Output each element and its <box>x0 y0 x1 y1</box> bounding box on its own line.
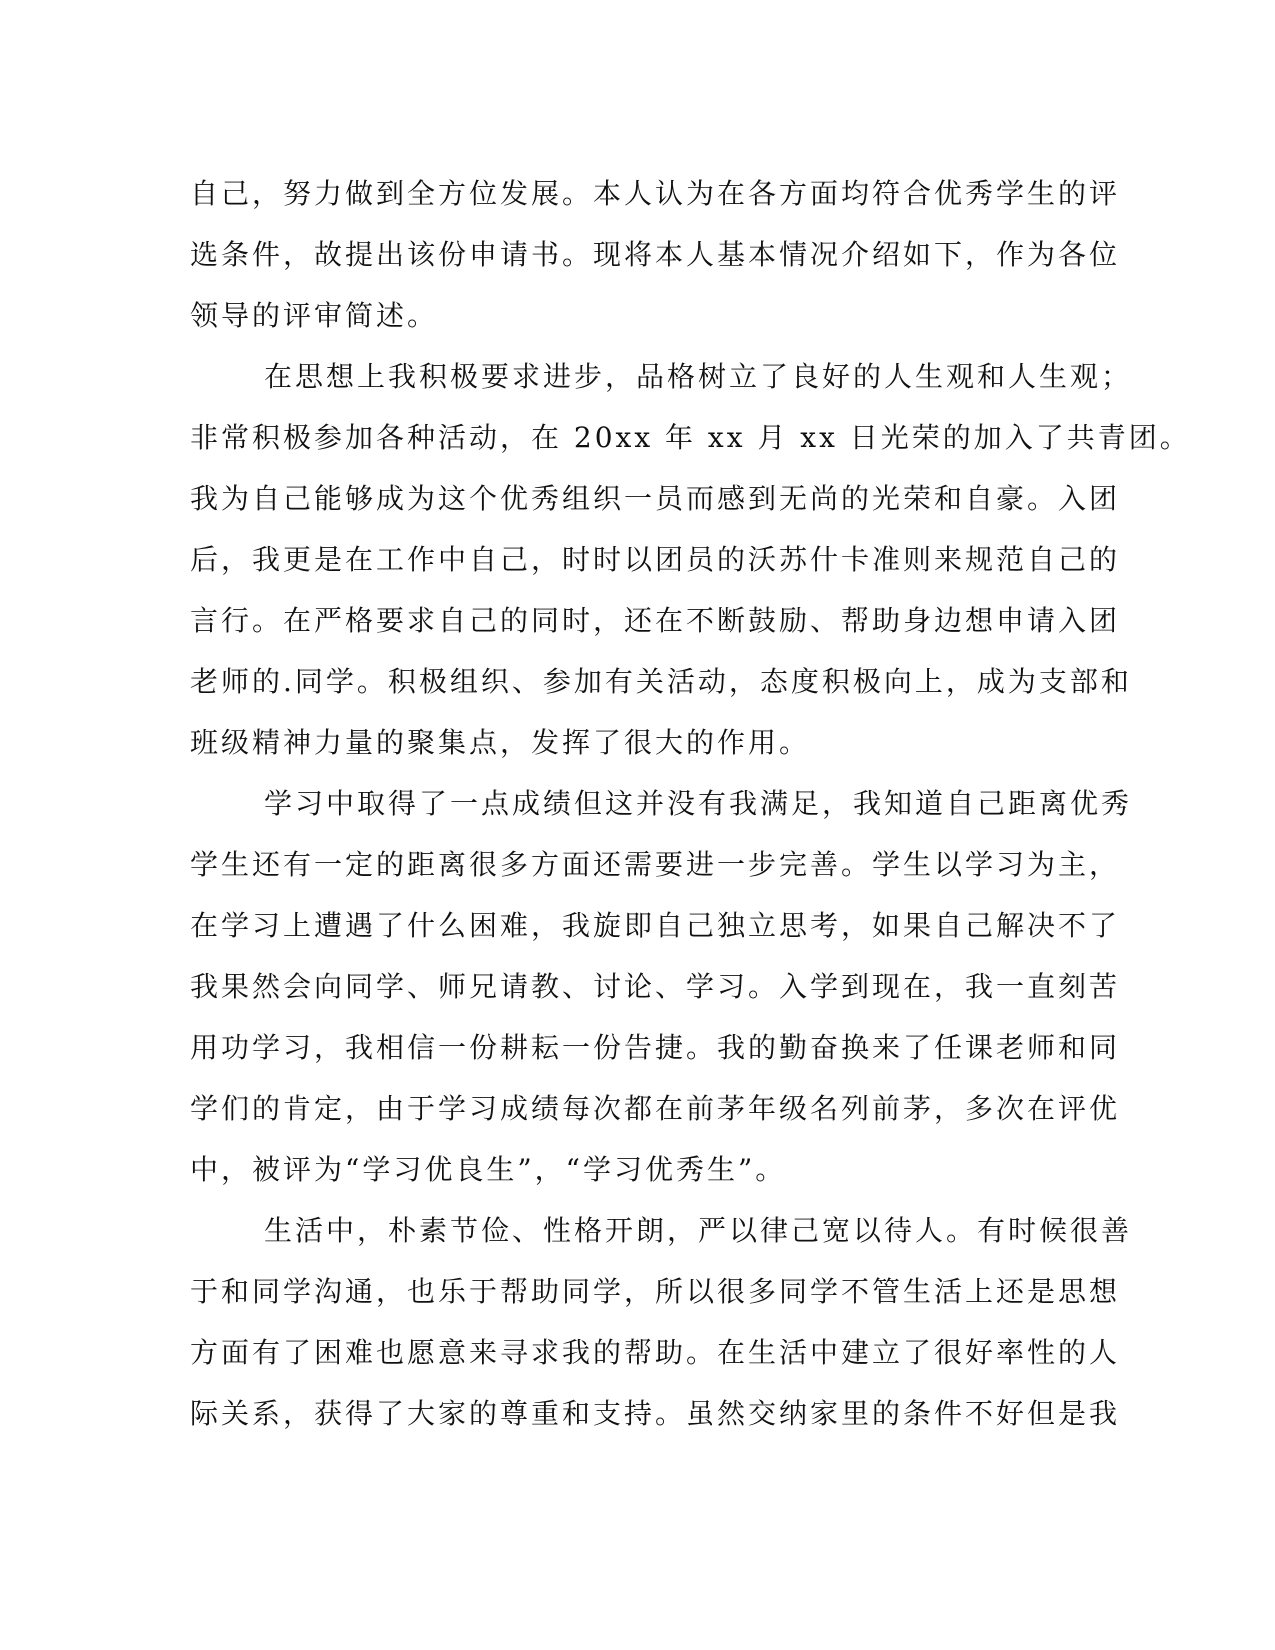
text-line: 在思想上我积极要求进步，品格树立了良好的人生观和人生观； <box>264 360 1133 393</box>
text-line: 自己，努力做到全方位发展。本人认为在各方面均符合优秀学生的评 <box>190 177 1121 210</box>
text-line: 领导的评审简述。 <box>190 299 439 332</box>
text-line: 老师的.同学。积极组织、参加有关活动，态度积极向上，成为支部和 <box>190 665 1132 698</box>
text-line: 言行。在严格要求自己的同时，还在不断鼓励、帮助身边想申请入团 <box>190 604 1121 637</box>
text-line: 用功学习，我相信一份耕耘一份告捷。我的勤奋换来了任课老师和同 <box>190 1031 1121 1064</box>
text-line: 我果然会向同学、师兄请教、讨论、学习。入学到现在，我一直刻苦 <box>190 970 1121 1003</box>
text-line: 选条件，故提出该份申请书。现将本人基本情况介绍如下，作为各位 <box>190 238 1121 271</box>
text-line: 学们的肯定，由于学习成绩每次都在前茅年级名列前茅，多次在评优 <box>190 1092 1121 1125</box>
text-line: 中，被评为“学习优良生”，“学习优秀生”。 <box>190 1153 787 1186</box>
text-line: 后，我更是在工作中自己，时时以团员的沃苏什卡准则来规范自己的 <box>190 543 1121 576</box>
text-line: 班级精神力量的聚集点，发挥了很大的作用。 <box>190 726 811 759</box>
text-line: 际关系，获得了大家的尊重和支持。虽然交纳家里的条件不好但是我 <box>190 1397 1121 1430</box>
text-line: 非常积极参加各种活动，在 20xx 年 xx 月 xx 日光荣的加入了共青团。 <box>190 421 1191 454</box>
text-line: 我为自己能够成为这个优秀组织一员而感到无尚的光荣和自豪。入团 <box>190 482 1121 515</box>
text-line: 学习中取得了一点成绩但这并没有我满足，我知道自己距离优秀 <box>264 787 1133 820</box>
text-line: 于和同学沟通，也乐于帮助同学，所以很多同学不管生活上还是思想 <box>190 1275 1121 1308</box>
text-line: 方面有了困难也愿意来寻求我的帮助。在生活中建立了很好率性的人 <box>190 1336 1121 1369</box>
document-body <box>190 163 1191 1444</box>
text-line: 在学习上遭遇了什么困难，我旋即自己独立思考，如果自己解决不了 <box>190 909 1121 942</box>
text-line: 学生还有一定的距离很多方面还需要进一步完善。学生以学习为主， <box>190 848 1121 881</box>
text-line: 生活中，朴素节俭、性格开朗，严以律己宽以待人。有时候很善 <box>264 1214 1133 1247</box>
